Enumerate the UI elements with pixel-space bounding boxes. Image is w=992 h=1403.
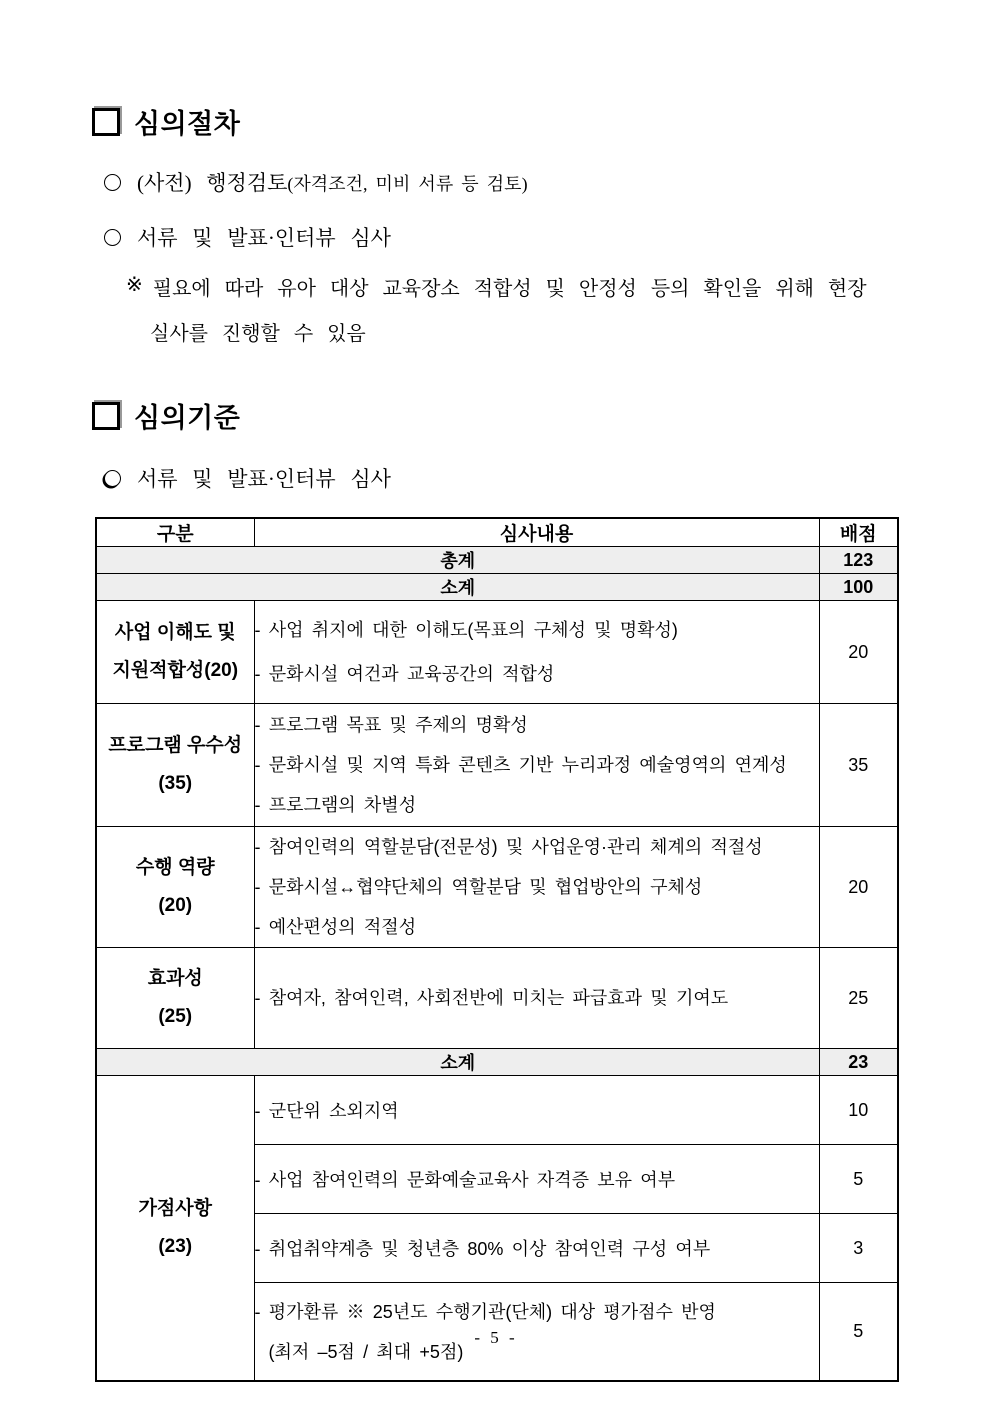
criteria-item-1-text: 서류 및 발표·인터뷰 심사 [137, 467, 391, 491]
score-cell: 25 [819, 948, 898, 1049]
procedure-item-1 [104, 167, 992, 197]
total-score: 123 [819, 547, 898, 574]
total-label: 총계 [96, 547, 819, 574]
procedure-item-2-text: 서류 및 발표·인터뷰 심사 [137, 226, 391, 250]
score-cell: 20 [819, 601, 898, 704]
bonus-row-1 [96, 1076, 898, 1145]
criteria-row-program [96, 704, 898, 827]
header-category: 구분 [96, 518, 254, 547]
header-points: 배점 [819, 518, 898, 547]
procedure-note-text1: 필요에 따라 유아 대상 교육장소 적합성 및 안정성 등의 확인을 위해 현장 [152, 278, 867, 300]
circle-shadowed-bullet-icon [104, 470, 121, 487]
criteria-table [95, 517, 899, 1382]
subtotal-bonus-label: 소계 [96, 1049, 819, 1076]
score-cell: 5 [819, 1283, 898, 1382]
content-cell: - 참여인력의 역할분담(전문성) 및 사업운영·관리 체계의 적절성 - 문화시설↔협약단체의 역할분담 및 협업방안의 구체성 - 예산편성의 적절성 [254, 827, 819, 948]
subtotal-bonus-score: 23 [819, 1049, 898, 1076]
category-cell: 효과성 (25) [96, 948, 254, 1049]
header-content: 심사내용 [254, 518, 819, 547]
table-header-row [96, 518, 898, 547]
content-cell: - 취업취약계층 및 청년층 80% 이상 참여인력 구성 여부 [254, 1214, 819, 1283]
page-number: - 5 - [474, 1328, 518, 1347]
square-bullet-icon [92, 402, 120, 430]
content-cell: - 군단위 소외지역 [254, 1076, 819, 1145]
section-heading-criteria [92, 396, 992, 435]
score-cell: 10 [819, 1076, 898, 1145]
criteria-row-understanding [96, 601, 898, 704]
content-cell: - 사업 참여인력의 문화예술교육사 자격증 보유 여부 [254, 1145, 819, 1214]
circle-bullet-icon [104, 174, 121, 191]
procedure-note-line1 [126, 272, 916, 301]
section-title: 심의기준 [134, 403, 241, 433]
procedure-item-1-text: (사전) 행정검토(자격조건, 미비 서류 등 검토) [137, 171, 528, 195]
content-cell: - 평가환류 ※ 25년도 수행기관(단체) 대상 평가점수 반영 (최저 –5점 / 최대 +5점) [254, 1283, 819, 1382]
total-row [96, 547, 898, 574]
reference-mark-icon: ※ [126, 274, 143, 296]
criteria-row-capability [96, 827, 898, 948]
category-cell: 프로그램 우수성 (35) [96, 704, 254, 827]
subtotal-bonus-row [96, 1049, 898, 1076]
criteria-item-1 [104, 463, 992, 493]
content-cell: - 참여자, 참여인력, 사회전반에 미치는 파급효과 및 기여도 [254, 948, 819, 1049]
score-cell: 20 [819, 827, 898, 948]
section-heading-procedure [92, 0, 992, 141]
score-cell: 35 [819, 704, 898, 827]
subtotal-main-score: 100 [819, 574, 898, 601]
subtotal-main-label: 소계 [96, 574, 819, 601]
content-cell: - 사업 취지에 대한 이해도(목표의 구체성 및 명확성) - 문화시설 여건과 교육공간의 적합성 [254, 601, 819, 704]
procedure-item-1-paren: (자격조건, 미비 서류 등 검토) [287, 174, 528, 194]
category-cell: 사업 이해도 및 지원적합성(20) [96, 601, 254, 704]
procedure-item-2 [104, 222, 992, 252]
category-cell: 수행 역량 (20) [96, 827, 254, 948]
procedure-note-line2: 실사를 진행할 수 있음 [150, 323, 366, 345]
section-title: 심의절차 [134, 109, 241, 139]
bonus-category-cell: 가점사항 (23) [96, 1076, 254, 1382]
circle-bullet-icon [104, 229, 121, 246]
score-cell: 3 [819, 1214, 898, 1283]
content-cell: - 프로그램 목표 및 주제의 명확성 - 문화시설 및 지역 특화 콘텐츠 기반 누리과정 예술영역의 연계성 - 프로그램의 차별성 [254, 704, 819, 827]
criteria-row-effectiveness [96, 948, 898, 1049]
score-cell: 5 [819, 1145, 898, 1214]
square-bullet-icon [92, 108, 120, 136]
subtotal-main-row [96, 574, 898, 601]
